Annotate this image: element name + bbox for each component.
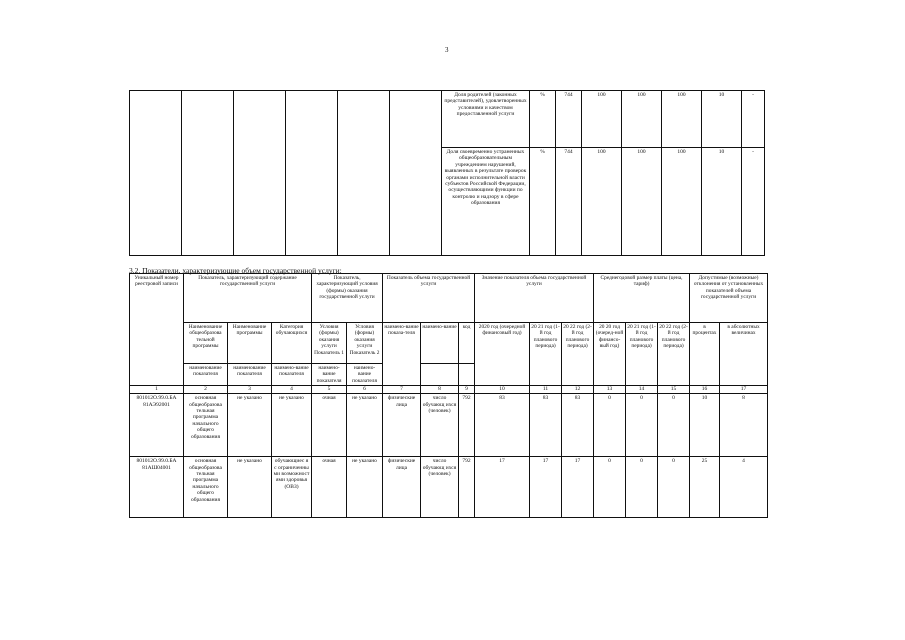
page-number: 3 bbox=[445, 46, 449, 54]
volume-indicators-table bbox=[129, 273, 768, 518]
program-name-cell: не указано bbox=[228, 394, 272, 457]
deviation-pct-cell: 25 bbox=[690, 457, 720, 518]
col-number: 7 bbox=[383, 386, 421, 394]
header-price-2020: 20 20 год (очеред-ной финансо-вый год) bbox=[594, 323, 626, 386]
col-number: 14 bbox=[626, 386, 658, 394]
header-year-2021: 20 21 год (1-й год планового периода) bbox=[530, 323, 562, 386]
program-cell: основная общеобразова тельная программа начального общего образования bbox=[184, 457, 228, 518]
unit-code-cell: 792 bbox=[459, 457, 475, 518]
okei-cell: 744 bbox=[556, 91, 582, 148]
col-number: 3 bbox=[228, 386, 272, 394]
deviation-cell: 10 bbox=[702, 91, 742, 148]
header-unit-code: код bbox=[459, 323, 475, 364]
section-title: 3.2. Показатели, характеризующие объем государственной услуги: bbox=[129, 266, 342, 275]
header-row bbox=[130, 323, 768, 364]
col-number: 13 bbox=[594, 386, 626, 394]
header-vol-name: наимено-вание показа-теля bbox=[383, 323, 421, 386]
table-row bbox=[130, 394, 768, 457]
value-cell: 100 bbox=[622, 148, 662, 256]
indicator-name: Доля родителей (законных представителей), удовлетворенных условиями и качеством предоставленной услуги bbox=[442, 91, 530, 148]
deviation-abs-cell: - bbox=[742, 148, 765, 256]
deviation-abs-cell: - bbox=[742, 91, 765, 148]
header-sub: наименование показателя bbox=[184, 364, 228, 386]
volume-name-cell: физические лица bbox=[383, 457, 421, 518]
value-cell: 17 bbox=[530, 457, 562, 518]
col-number: 9 bbox=[459, 386, 475, 394]
category-cell: не указано bbox=[272, 394, 312, 457]
value-cell: 100 bbox=[582, 91, 622, 148]
header-unit-name: наимено-вание bbox=[421, 323, 459, 364]
value-cell: 17 bbox=[562, 457, 594, 518]
unit-code-cell: 792 bbox=[459, 394, 475, 457]
header-volume: Показатель объема государственной услуги bbox=[383, 274, 475, 323]
col-number: 2 bbox=[184, 386, 228, 394]
header-sub: наимено-вание показателя bbox=[347, 364, 383, 386]
indicator-name: Доля своевременно устраненных общеобразовательным учреждением нарушений, выявленных в результате проверок органами исполнительной власти субъектов Российской Федерации, осуществляющими функции по контролю и надзору в сфере образования bbox=[442, 148, 530, 256]
header-form: Условия (формы) оказания услуги Показатель 1 bbox=[312, 323, 347, 364]
header-dev-abs: в абсолютных величинах bbox=[720, 323, 768, 386]
header-condition2: Условия (формы) оказания услуги Показатель 2 bbox=[347, 323, 383, 364]
header-value: Значение показателя объема государственной услуги bbox=[475, 274, 594, 323]
price-cell: 0 bbox=[626, 457, 658, 518]
table-row bbox=[130, 91, 765, 148]
program-name-cell: не указано bbox=[228, 457, 272, 518]
unit-name-cell: число обучающ ихся (человек) bbox=[421, 394, 459, 457]
quality-indicators-table bbox=[129, 90, 765, 256]
col-number: 6 bbox=[347, 386, 383, 394]
header-registry: Уникальный номер реестровой записи bbox=[130, 274, 184, 386]
form-cell: очная bbox=[312, 457, 347, 518]
condition-cell: не указано bbox=[347, 394, 383, 457]
col-number: 12 bbox=[562, 386, 594, 394]
header-year-2020: 2020 год (очередной финансовый год) bbox=[475, 323, 530, 386]
col-number: 11 bbox=[530, 386, 562, 394]
header-category: Категория обучающихся bbox=[272, 323, 312, 364]
unit-name-cell: число обучающ ихся (человек) bbox=[421, 457, 459, 518]
program-cell: основная общеобразова тельная программа начального общего образования bbox=[184, 394, 228, 457]
col-number: 4 bbox=[272, 386, 312, 394]
deviation-pct-cell: 10 bbox=[690, 394, 720, 457]
header-sub: наименование показателя bbox=[228, 364, 272, 386]
value-cell: 17 bbox=[475, 457, 530, 518]
price-cell: 0 bbox=[658, 457, 690, 518]
value-cell: 83 bbox=[562, 394, 594, 457]
header-dev-pct: в процентах bbox=[690, 323, 720, 386]
deviation-abs-cell: 4 bbox=[720, 457, 768, 518]
value-cell: 100 bbox=[662, 148, 702, 256]
col-number: 8 bbox=[421, 386, 459, 394]
condition-cell: не указано bbox=[347, 457, 383, 518]
table-row bbox=[130, 457, 768, 518]
registry-cell: 801012О.99.0.БА 81АЭ92001 bbox=[130, 394, 184, 457]
volume-name-cell: физические лица bbox=[383, 394, 421, 457]
header-price-2022: 20 22 год (2-й год планового периода) bbox=[658, 323, 690, 386]
header-year-2022: 20 22 год (2-й год планового периода) bbox=[562, 323, 594, 386]
price-cell: 0 bbox=[594, 457, 626, 518]
col-number: 1 bbox=[130, 386, 184, 394]
header-deviation: Допустимые (возможные) отклонения от установленных показателей объема государственной услуги bbox=[690, 274, 768, 323]
column-numbers-row bbox=[130, 386, 768, 394]
price-cell: 0 bbox=[626, 394, 658, 457]
value-cell: 100 bbox=[662, 91, 702, 148]
value-cell: 83 bbox=[475, 394, 530, 457]
unit-cell: % bbox=[530, 91, 556, 148]
header-program-name: Наименование программы bbox=[228, 323, 272, 364]
col-number: 5 bbox=[312, 386, 347, 394]
okei-cell: 744 bbox=[556, 148, 582, 256]
header-row bbox=[130, 274, 768, 323]
category-cell: обучающиес я с ограниченны ми возможност ями здоровья (ОВЗ) bbox=[272, 457, 312, 518]
col-number: 17 bbox=[720, 386, 768, 394]
deviation-cell: 10 bbox=[702, 148, 742, 256]
deviation-abs-cell: 8 bbox=[720, 394, 768, 457]
header-price-2021: 20 21 год (1-й год планового периода) bbox=[626, 323, 658, 386]
header-sub: наимено-вание показателя bbox=[272, 364, 312, 386]
col-number: 15 bbox=[658, 386, 690, 394]
col-number: 16 bbox=[690, 386, 720, 394]
registry-cell: 801012О.99.0.БА 81АШ04001 bbox=[130, 457, 184, 518]
header-content: Показатель, характеризующий содержание государственной услуги bbox=[184, 274, 312, 323]
form-cell: очная bbox=[312, 394, 347, 457]
header-program: Наименование общеобразова тельной программы bbox=[184, 323, 228, 364]
unit-cell: % bbox=[530, 148, 556, 256]
price-cell: 0 bbox=[594, 394, 626, 457]
value-cell: 100 bbox=[582, 148, 622, 256]
header-price: Среднегодовой размер платы (цена, тариф) bbox=[594, 274, 690, 323]
header-conditions: Показатель, характеризующий условия (формы) оказания государственной услуги bbox=[312, 274, 383, 323]
value-cell: 100 bbox=[622, 91, 662, 148]
col-number: 10 bbox=[475, 386, 530, 394]
header-sub: наимено-вание показателя bbox=[312, 364, 347, 386]
price-cell: 0 bbox=[658, 394, 690, 457]
value-cell: 83 bbox=[530, 394, 562, 457]
